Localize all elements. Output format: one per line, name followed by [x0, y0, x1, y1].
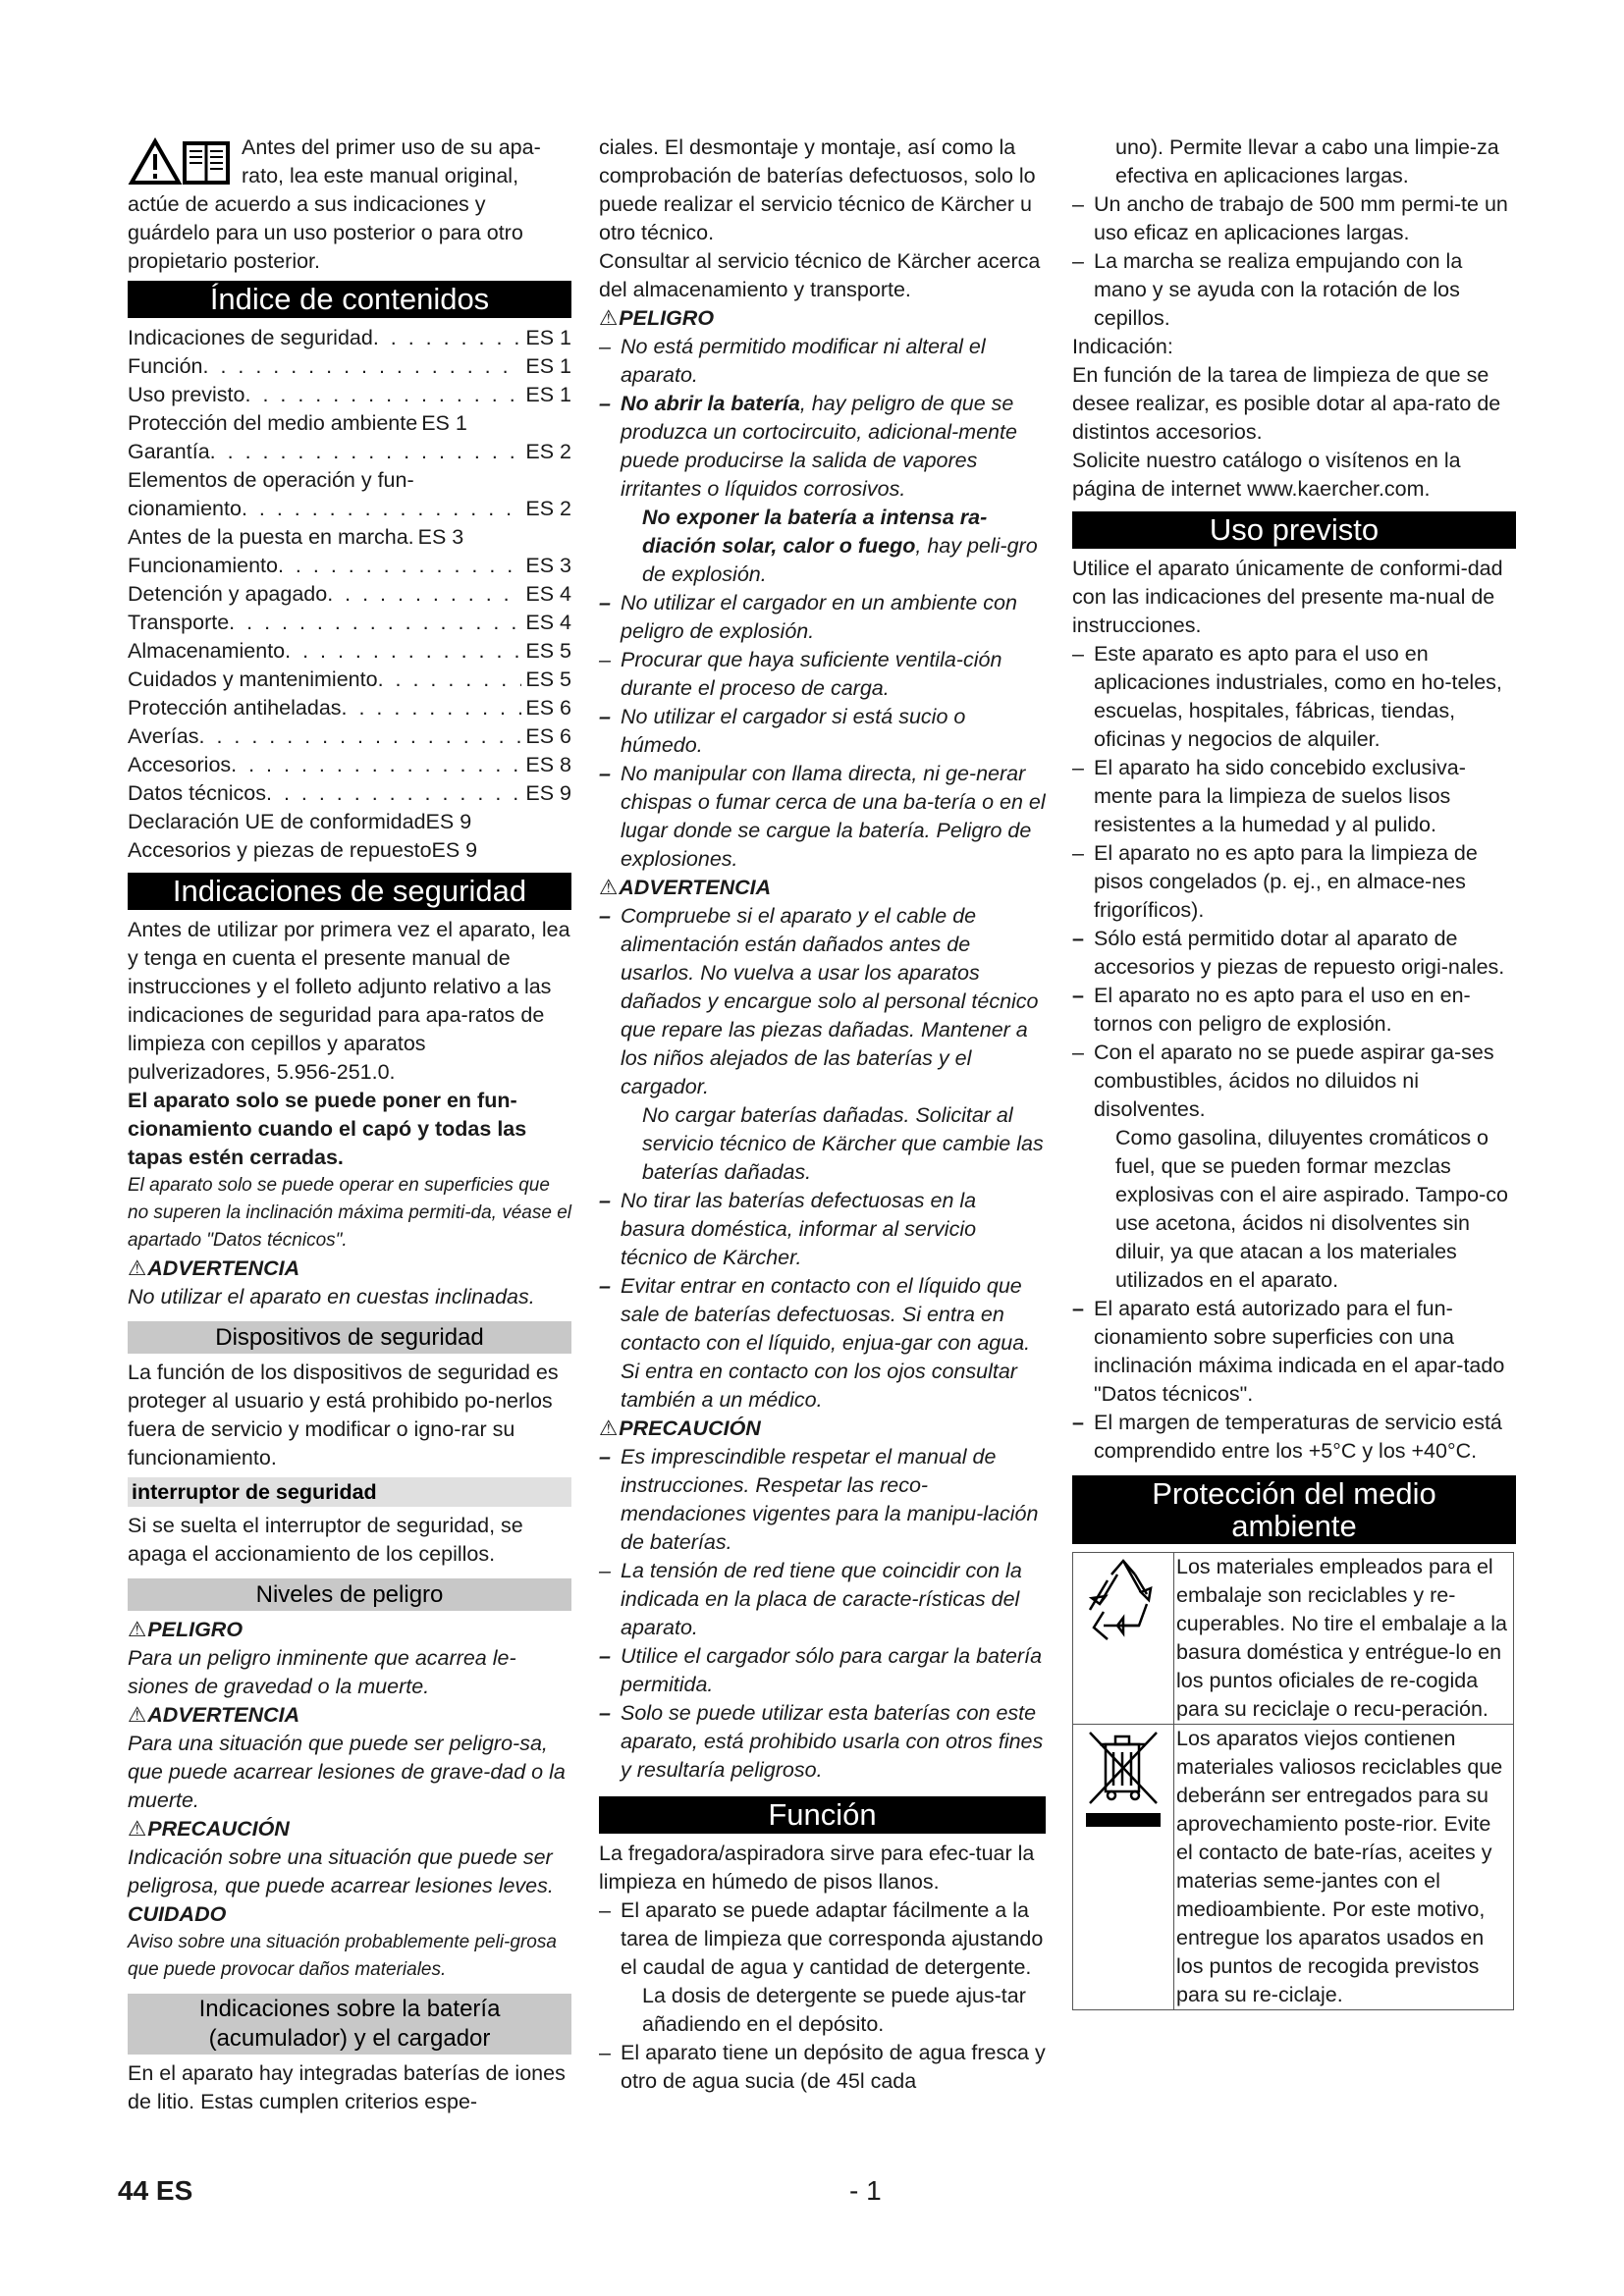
list-item: – El aparato se puede adaptar fácilmente a la tarea de limpieza que corresponda ajustando el caudal de agua y cantidad de detergente.	[599, 1898, 1044, 1979]
safety-bold-note: El aparato solo se puede poner en fun-cionamiento cuando el capó y todas las tapas estén cerradas.	[128, 1089, 527, 1169]
warning-triangle-icon: ⚠	[128, 1618, 147, 1641]
warning-triangle-icon: ⚠	[128, 1817, 147, 1841]
toc-item[interactable]: Protección del medio ambiente ES 1	[128, 411, 467, 435]
list-item: – Evitar entrar en contacto con el líquido que sale de baterías defectuosas. Si entra en contacto con el líquido, enjua-gar con agua. Si entra en contacto con los ojos consultar también a un médico.	[599, 1274, 1031, 1412]
toc-item[interactable]: Almacenamiento . . . ES 5	[128, 637, 571, 666]
toc-item[interactable]: Garantía . . . ES 2	[128, 438, 571, 466]
column-2	[599, 133, 1046, 2096]
recycling-icon	[1078, 1553, 1168, 1647]
list-item: – No utilizar el cargador en un ambiente con peligro de explosión.	[599, 591, 1017, 643]
warning-triangle-icon: ⚠	[128, 1703, 147, 1727]
toc-item[interactable]: cionamiento . . . ES 2	[128, 495, 571, 523]
environment-heading: Protección del medio ambiente	[1072, 1475, 1516, 1544]
list-item: – El aparato está autorizado para el fun-cionamiento sobre superficies con una inclinación máxima indicada en el apar-tado "Datos técnicos".	[1072, 1297, 1505, 1406]
danger-text: Para un peligro inminente que acarrea le-siones de gravedad o la muerte.	[128, 1646, 516, 1698]
list-item: – Compruebe si el aparato y el cable de alimentación están dañados antes de usarlos. No vuelva a usar los aparatos dañados y encargue solo al personal técnico que repare las piezas dañadas. Mantener a los niños alejados de las baterías y el cargador.	[599, 904, 1039, 1098]
list-item: – No utilizar el cargador si está sucio o húmedo.	[599, 705, 966, 757]
warning-text: Para una situación que puede ser peligro-sa, que puede acarrear lesiones de grave-dad o la muerte.	[128, 1732, 566, 1812]
catalog-text: Solicite nuestro catálogo o visítenos en la página de internet www.kaercher.com.	[1072, 449, 1461, 501]
danger-label: ⚠PELIGRO	[128, 1618, 244, 1641]
care-text: Aviso sobre una situación probablemente peli-grosa que puede provocar daños materiales.	[128, 1932, 557, 1980]
list-item: – Un ancho de trabajo de 500 mm permi-te un uso eficaz en aplicaciones largas.	[1072, 192, 1508, 244]
list-item: – La tensión de red tiene que coincidir con la indicada en la placa de caracte-rísticas del aparato.	[599, 1559, 1022, 1639]
list-item: – El aparato no es apto para el uso en en-tornos con peligro de explosión.	[1072, 984, 1471, 1036]
toc-item[interactable]: Detención y apagado . . . ES 4	[128, 580, 571, 609]
function-text-cont: uno). Permite llevar a cabo una limpie-za efectiva en aplicaciones largas.	[1115, 135, 1499, 187]
toc-item[interactable]: Uso previsto . . . ES 1	[128, 381, 571, 409]
toc-item[interactable]: Protección antiheladas . . . ES 6	[128, 694, 571, 722]
list-item: – No manipular con llama directa, ni ge-nerar chispas o fumar cerca de una ba-tería o en el lugar donde se cargue la batería. Peligro de explosiones.	[599, 762, 1046, 871]
page-center-number: - 1	[849, 2175, 882, 2206]
table-row	[1073, 1553, 1514, 1725]
toc-item[interactable]: Elementos de operación y fun-	[128, 468, 414, 492]
intro-line2: rato, lea este manual original,	[242, 164, 519, 187]
page-number: 44 ES	[118, 2175, 193, 2206]
battery-text-cont: ciales. El desmontaje y montaje, así como la comprobación de baterías defectuosos, solo lo puede realizar el servicio técnico de Kärcher u otro técnico.	[599, 135, 1036, 244]
list-item: – Sólo está permitido dotar al aparato de accesorios y piezas de repuesto origi-nales.	[1072, 927, 1505, 979]
list-item: – El aparato tiene un depósito de agua fresca y otro de agua sucia (de 45l cada	[599, 2041, 1046, 2093]
list-item: – No está permitido modificar ni alteral el aparato.	[599, 335, 986, 387]
battery-heading: Indicaciones sobre la batería (acumulador) y el cargador	[128, 1994, 571, 2055]
note-label: Indicación:	[1072, 335, 1173, 358]
care-label: CUIDADO	[128, 1902, 227, 1926]
battery-text: En el aparato hay integradas baterías de iones de litio. Estas cumplen criterios espe-	[128, 2061, 566, 2113]
devices-text: La función de los dispositivos de seguridad es proteger al usuario y está prohibido po-nerlos fuera de servicio y modificar o igno-rar su funcionamiento.	[128, 1361, 559, 1469]
danger-label: ⚠PELIGRO	[599, 306, 715, 330]
safety-switch-text: Si se suelta el interruptor de seguridad, se apaga el accionamiento de los cepillos.	[128, 1514, 523, 1566]
warning-text: No utilizar el aparato en cuestas inclinadas.	[128, 1285, 535, 1308]
packaging-recycling-text: Los materiales empleados para el embalaje son reciclables y re-cuperables. No tire el embalaje a la basura doméstica y entrégue-lo en los puntos oficiales de re-cogida para su reciclaje o recu-peración.	[1174, 1553, 1514, 1725]
toc-item[interactable]: Antes de la puesta en marcha. ES 3	[128, 525, 464, 549]
intended-use-text: Utilice el aparato únicamente de conformi-dad con las indicaciones del presente ma-nual de instrucciones.	[1072, 557, 1503, 637]
intro-text: actúe de acuerdo a sus indicaciones y guárdelo para un uso posterior o para otro propietario posterior.	[128, 192, 523, 273]
toc-item[interactable]: Transporte . . . ES 4	[128, 609, 571, 637]
safety-slope-note: El aparato solo se puede operar en superficies que no superen la inclinación máxima permiti-da, véase el apartado "Datos técnicos".	[128, 1175, 572, 1251]
list-item: – Procurar que haya suficiente ventila-ción durante el proceso de carga.	[599, 648, 1002, 700]
list-item: – La marcha se realiza empujando con la mano y se ayuda con la rotación de los cepillos.	[1072, 249, 1463, 330]
toc-item[interactable]: Datos técnicos . . . ES 9	[128, 779, 571, 808]
intro-block	[128, 133, 571, 276]
caution-label: ⚠PRECAUCIÓN	[599, 1416, 761, 1440]
list-item: – Utilice el cargador sólo para cargar la batería permitida.	[599, 1644, 1043, 1696]
toc-item[interactable]: Funcionamiento . . . ES 3	[128, 552, 571, 580]
danger-levels-heading: Niveles de peligro	[128, 1578, 571, 1611]
caution-text: Indicación sobre una situación que puede ser peligrosa, que puede acarrear lesiones leves.	[128, 1845, 554, 1897]
toc-heading: Índice de contenidos	[128, 281, 571, 318]
battery-storage-text: Consultar al servicio técnico de Kärcher acerca del almacenamiento y transporte.	[599, 249, 1041, 301]
warning-label: ⚠ADVERTENCIA	[128, 1703, 300, 1727]
crossed-bin-icon	[1078, 1725, 1168, 1833]
list-item: – No tirar las baterías defectuosas en la basura doméstica, informar al servicio técnico de Kärcher.	[599, 1189, 977, 1269]
safety-heading: Indicaciones de seguridad	[128, 873, 571, 910]
toc-item[interactable]: Declaración UE de conformidad ES 9	[128, 810, 472, 833]
caution-label: ⚠PRECAUCIÓN	[128, 1817, 290, 1841]
list-item: – No abrir la batería, hay peligro de que se produzca un cortocircuito, adicional-mente puede producirse la salida de vapores irritantes o líquidos corrosivos.	[599, 392, 1017, 501]
column-3	[1072, 133, 1516, 2010]
environment-table	[1072, 1552, 1514, 2010]
table-row	[1073, 1725, 1514, 2010]
warning-triangle-icon: ⚠	[128, 1256, 147, 1280]
devices-heading: Dispositivos de seguridad	[128, 1321, 571, 1354]
damaged-battery-note: No cargar baterías dañadas. Solicitar al servicio técnico de Kärcher que cambie las baterías dañadas.	[642, 1103, 1044, 1184]
toc-item[interactable]: Accesorios . . . ES 8	[128, 751, 571, 779]
detergent-note: La dosis de detergente se puede ajus-tar añadiendo en el depósito.	[642, 1984, 1026, 2036]
intro-line1: Antes del primer uso de su apa-	[242, 135, 541, 159]
toc-item[interactable]: Averías . . . ES 6	[128, 722, 571, 751]
safety-switch-subheading: interruptor de seguridad	[128, 1477, 571, 1507]
column-1	[128, 133, 571, 2116]
list-item: – El aparato no es apto para la limpieza de pisos congelados (p. ej., en almace-nes frigoríficos).	[1072, 841, 1478, 922]
warning-triangle-icon: ⚠	[599, 1416, 619, 1440]
list-item: – Este aparato es apto para el uso en aplicaciones industriales, como en ho-teles, escuelas, hospitales, fábricas, tiendas, oficinas y negocios de alquiler.	[1072, 642, 1502, 751]
table-of-contents	[128, 324, 571, 865]
list-item: – El aparato ha sido concebido exclusiva-mente para la limpieza de suelos lisos resistentes a la humedad y al pulido.	[1072, 756, 1466, 836]
toc-item[interactable]: Cuidados y mantenimiento . . . ES 5	[128, 666, 571, 694]
list-item: – Con el aparato no se puede aspirar ga-ses combustibles, ácidos no diluidos ni disolventes.	[1072, 1041, 1494, 1121]
function-heading: Función	[599, 1796, 1046, 1834]
old-appliances-text: Los aparatos viejos contienen materiales valiosos reciclables que deberánn ser entregados para su aprovechamiento poste-rior. Evite el contacto de bate-rías, aceites y materias seme-jantes con el medioambiente. Por este motivo, entregue los aparatos usados en los puntos de recogida previstos para su re-ciclaje.	[1174, 1725, 1514, 2010]
solvent-note: Como gasolina, diluyentes cromáticos o fuel, que se pueden formar mezclas explosivas con el aire aspirado. Tampo-co use acetona, ácidos ni disolventes sin diluir, ya que atacan a los materiales utilizados en el aparato.	[1115, 1126, 1508, 1292]
note-text: En función de la tarea de limpieza de que se desee realizar, es posible dotar al apa-rato de distintos accesorios.	[1072, 363, 1501, 444]
list-item: – El margen de temperaturas de servicio está comprendido entre los +5°C y los +40°C.	[1072, 1411, 1502, 1463]
warning-label: ⚠ADVERTENCIA	[128, 1256, 300, 1280]
list-item: – Solo se puede utilizar esta baterías con este aparato, está prohibido usarla con otros fines y resultaría peligroso.	[599, 1701, 1044, 1782]
function-text: La fregadora/aspiradora sirve para efec-tuar la limpieza en húmedo de pisos llanos.	[599, 1842, 1035, 1894]
toc-item[interactable]: Función . . . ES 1	[128, 352, 571, 381]
warning-triangle-icon: ⚠	[599, 876, 619, 899]
list-item: – Es imprescindible respetar el manual de instrucciones. Respetar las reco-mendaciones vigentes para la manipu-lación de baterías.	[599, 1445, 1039, 1554]
warning-triangle-icon: ⚠	[599, 306, 619, 330]
warning-manual-icon	[128, 137, 240, 188]
safety-intro: Antes de utilizar por primera vez el aparato, lea y tenga en cuenta el presente manual de instrucciones y el folleto adjunto relativo a las indicaciones de seguridad para apa-ratos de limpieza con cepillos y aparatos pulverizadores, 5.956-251.0.	[128, 918, 570, 1084]
toc-item[interactable]: Accesorios y piezas de repuesto ES 9	[128, 838, 478, 862]
toc-item[interactable]: Indicaciones de seguridad . . . ES 1	[128, 324, 571, 352]
warning-label: ⚠ADVERTENCIA	[599, 876, 772, 899]
battery-sun-warning: No exponer la batería a intensa ra-diación solar, calor o fuego, hay peli-gro de explosión.	[642, 506, 1038, 586]
intended-use-heading: Uso previsto	[1072, 511, 1516, 549]
